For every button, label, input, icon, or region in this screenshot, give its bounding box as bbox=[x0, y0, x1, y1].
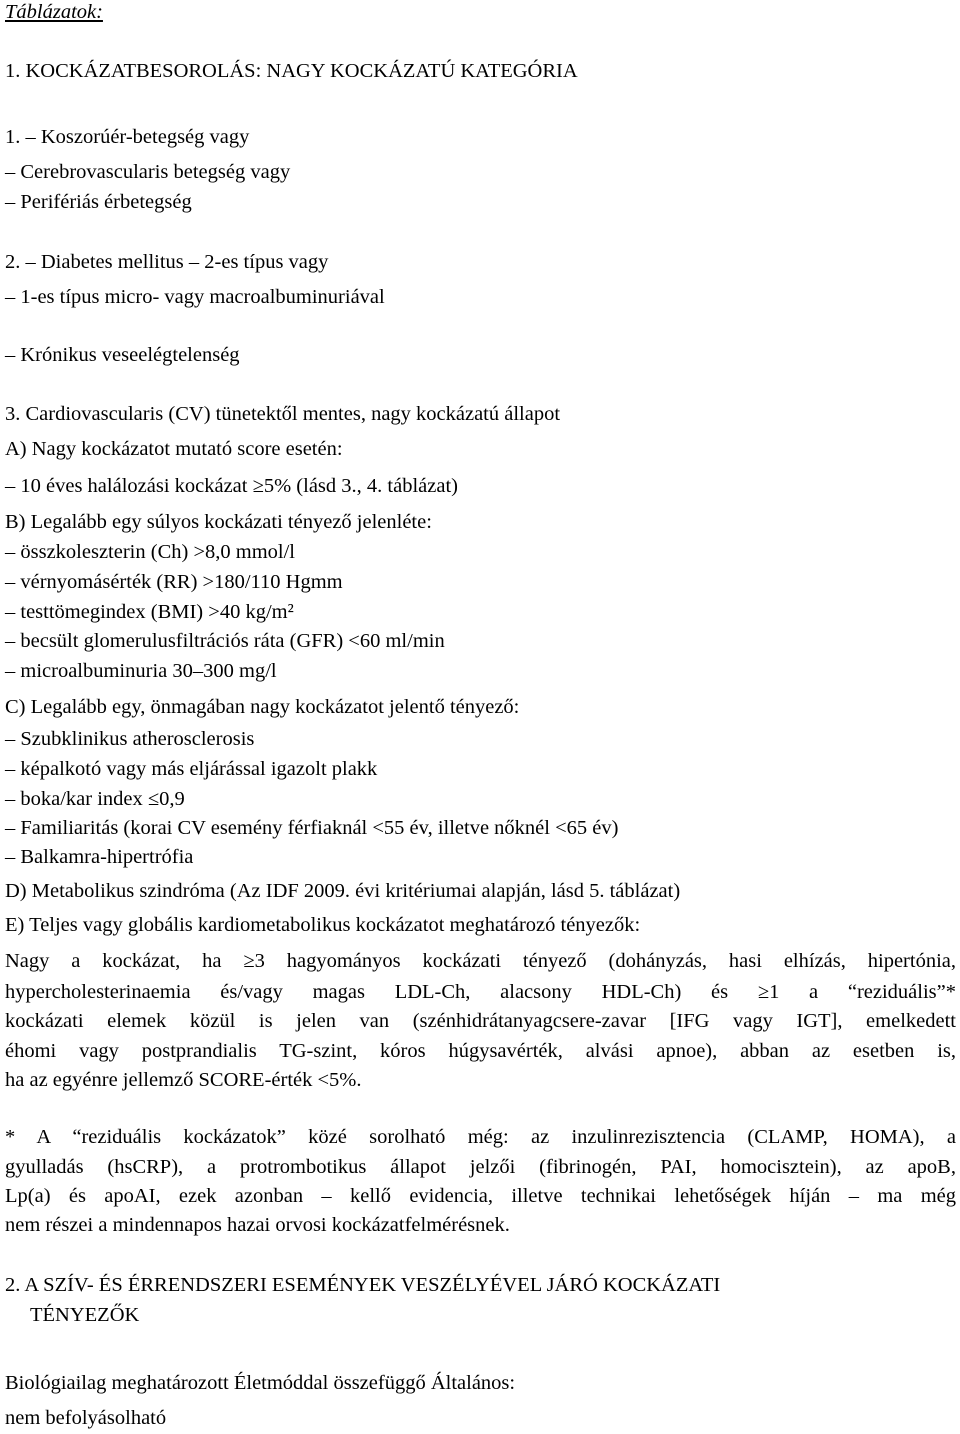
list-item: – 1-es típus micro- vagy macroalbuminuriával bbox=[5, 286, 385, 308]
list-item: 1. – Koszorúér-betegség vagy bbox=[5, 126, 250, 148]
list-item: E) Teljes vagy globális kardiometabolikus kockázatot meghatározó tényezők: bbox=[5, 914, 641, 936]
footnote-line: Lp(a) és apoAI, ezek azonban – kellő evidencia, illetve technikai lehetőségek híján – ma még bbox=[5, 1185, 956, 1207]
column-headings: Biológiailag meghatározott Életmóddal összefüggő Általános: bbox=[5, 1372, 516, 1394]
footnote-line: * A “reziduális kockázatok” közé sorolható még: az inzulinrezisztencia (CLAMP, HOMA), a bbox=[5, 1126, 956, 1148]
list-item: C) Legalább egy, önmagában nagy kockázatot jelentő tényező: bbox=[5, 696, 520, 718]
list-item: 3. Cardiovascularis (CV) tünetektől mentes, nagy kockázatú állapot bbox=[5, 403, 561, 425]
footnote-line: nem részei a mindennapos hazai orvosi kockázatfelmérésnek. bbox=[5, 1214, 510, 1236]
list-item: – Perifériás érbetegség bbox=[5, 191, 192, 213]
paragraph-line: éhomi vagy postprandialis TG-szint, kóros húgysavérték, alvási apnoe), abban az esetben is, bbox=[5, 1040, 956, 1062]
footnote-line: gyulladás (hsCRP), a protrombotikus állapot jelzői (fibrinogén, PAI, homocisztein), az apoB, bbox=[5, 1156, 956, 1178]
section-2-heading-continued: TÉNYEZŐK bbox=[30, 1304, 140, 1326]
list-item: A) Nagy kockázatot mutató score esetén: bbox=[5, 438, 343, 460]
paragraph-line: hypercholesterinaemia és/vagy magas LDL-Ch, alacsony HDL-Ch) és ≥1 a “reziduális”* bbox=[5, 981, 956, 1003]
list-item: – Cerebrovascularis betegség vagy bbox=[5, 161, 291, 183]
list-item: – Balkamra-hipertrófia bbox=[5, 846, 194, 868]
list-item: – képalkotó vagy más eljárással igazolt plakk bbox=[5, 758, 378, 780]
paragraph-line: ha az egyénre jellemző SCORE-érték <5%. bbox=[5, 1069, 362, 1091]
list-item: D) Metabolikus szindróma (Az IDF 2009. évi kritériumai alapján, lásd 5. táblázat) bbox=[5, 880, 681, 902]
list-item: – Krónikus veseelégtelenség bbox=[5, 344, 240, 366]
list-item: – 10 éves halálozási kockázat ≥5% (lásd 3., 4. táblázat) bbox=[5, 475, 458, 497]
section-1-heading: 1. KOCKÁZATBESOROLÁS: NAGY KOCKÁZATÚ KATEGÓRIA bbox=[5, 60, 578, 82]
list-item: – Szubklinikus atherosclerosis bbox=[5, 728, 255, 750]
page-title: Táblázatok: bbox=[5, 1, 103, 23]
list-item: – boka/kar index ≤0,9 bbox=[5, 788, 185, 810]
list-item: 2. – Diabetes mellitus – 2-es típus vagy bbox=[5, 251, 329, 273]
list-item: – Familiaritás (korai CV esemény férfiaknál <55 év, illetve nőknél <65 év) bbox=[5, 817, 619, 839]
list-item: – testtömegindex (BMI) >40 kg/m² bbox=[5, 601, 294, 623]
list-item: – microalbuminuria 30–300 mg/l bbox=[5, 660, 277, 682]
paragraph-line: kockázati elemek közül is jelen van (szénhidrátanyagcsere-zavar [IFG vagy IGT], emelkedett bbox=[5, 1010, 956, 1032]
paragraph-line: Nagy a kockázat, ha ≥3 hagyományos kockázati tényező (dohányzás, hasi elhízás, hipertónia, bbox=[5, 950, 956, 972]
column-subheading: nem befolyásolható bbox=[5, 1407, 167, 1429]
list-item: B) Legalább egy súlyos kockázati tényező jelenléte: bbox=[5, 511, 432, 533]
list-item: – vérnyomásérték (RR) >180/110 Hgmm bbox=[5, 571, 343, 593]
section-2-heading: 2. A SZÍV- ÉS ÉRRENDSZERI ESEMÉNYEK VESZÉLYÉVEL JÁRÓ KOCKÁZATI bbox=[5, 1274, 721, 1296]
list-item: – becsült glomerulusfiltrációs ráta (GFR) <60 ml/min bbox=[5, 630, 445, 652]
list-item: – összkoleszterin (Ch) >8,0 mmol/l bbox=[5, 541, 295, 563]
